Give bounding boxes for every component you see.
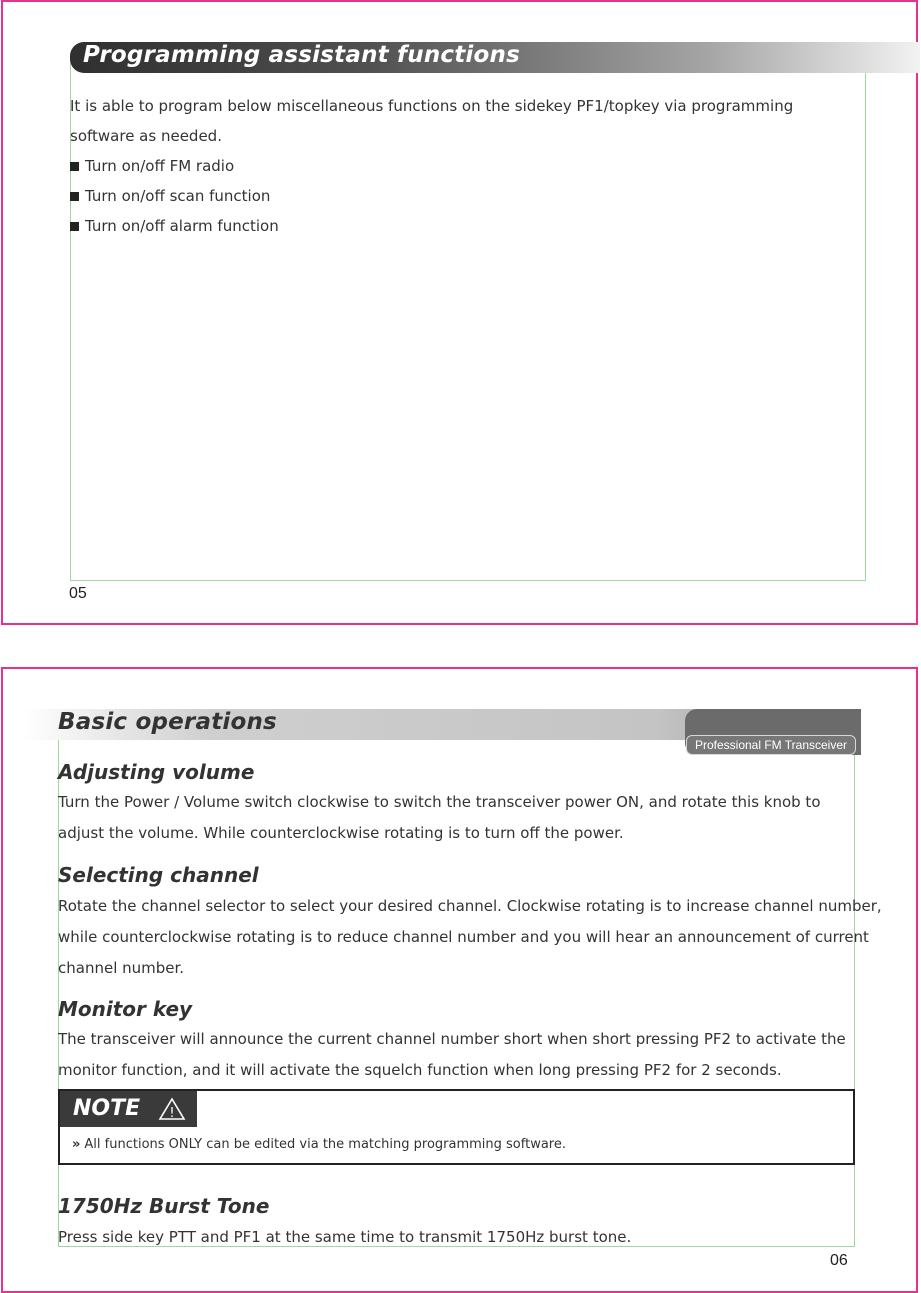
square-bullet-icon: [70, 192, 79, 201]
page-title: Basic operations: [58, 709, 277, 735]
section-text: The transceiver will announce the current channel number short when short pressing PF2 to activate the monitor function, and it will activate the squelch function when long pressing PF2 for 2 seconds.: [58, 1030, 846, 1079]
page-number: 06: [830, 1252, 848, 1269]
page-05: [1, 0, 918, 625]
section-heading: Adjusting volume: [58, 760, 255, 784]
section-text: Press side key PTT and PF1 at the same time to transmit 1750Hz burst tone.: [58, 1228, 632, 1246]
list-item: Turn on/off alarm function: [70, 211, 830, 241]
square-bullet-icon: [70, 162, 79, 171]
note-label: NOTE: [73, 1096, 141, 1121]
intro-text: [70, 91, 830, 241]
section-heading: 1750Hz Burst Tone: [58, 1194, 270, 1218]
svg-text:!: !: [169, 1106, 175, 1121]
section-heading: Monitor key: [58, 997, 193, 1021]
warning-icon: [158, 1097, 186, 1121]
note-text: » All functions ONLY can be edited via the matching programming software.: [72, 1137, 566, 1152]
double-chevron-icon: »: [72, 1137, 81, 1152]
section-heading: Selecting channel: [58, 863, 259, 887]
section-text: Turn the Power / Volume switch clockwise to switch the transceiver power ON, and rotate this knob to adjust the volume. While counterclockwise rotating is to turn off the power.: [58, 793, 821, 842]
page-title: Programming assistant functions: [83, 42, 520, 68]
page-number: 05: [69, 585, 87, 602]
note-box: [58, 1089, 855, 1165]
product-label: Professional FM Transceiver: [686, 735, 856, 755]
list-item: Turn on/off scan function: [70, 181, 830, 211]
square-bullet-icon: [70, 222, 79, 231]
note-header: [60, 1091, 197, 1127]
list-item: Turn on/off FM radio: [70, 151, 830, 181]
intro-paragraph: It is able to program below miscellaneous functions on the sidekey PF1/topkey via programming software as needed.: [70, 97, 794, 145]
page-06: [1, 667, 918, 1293]
section-text: Rotate the channel selector to select your desired channel. Clockwise rotating is to increase channel number, while counterclockwise rotating is to reduce channel number and you will hear an announcement of current channel number.: [58, 897, 882, 977]
